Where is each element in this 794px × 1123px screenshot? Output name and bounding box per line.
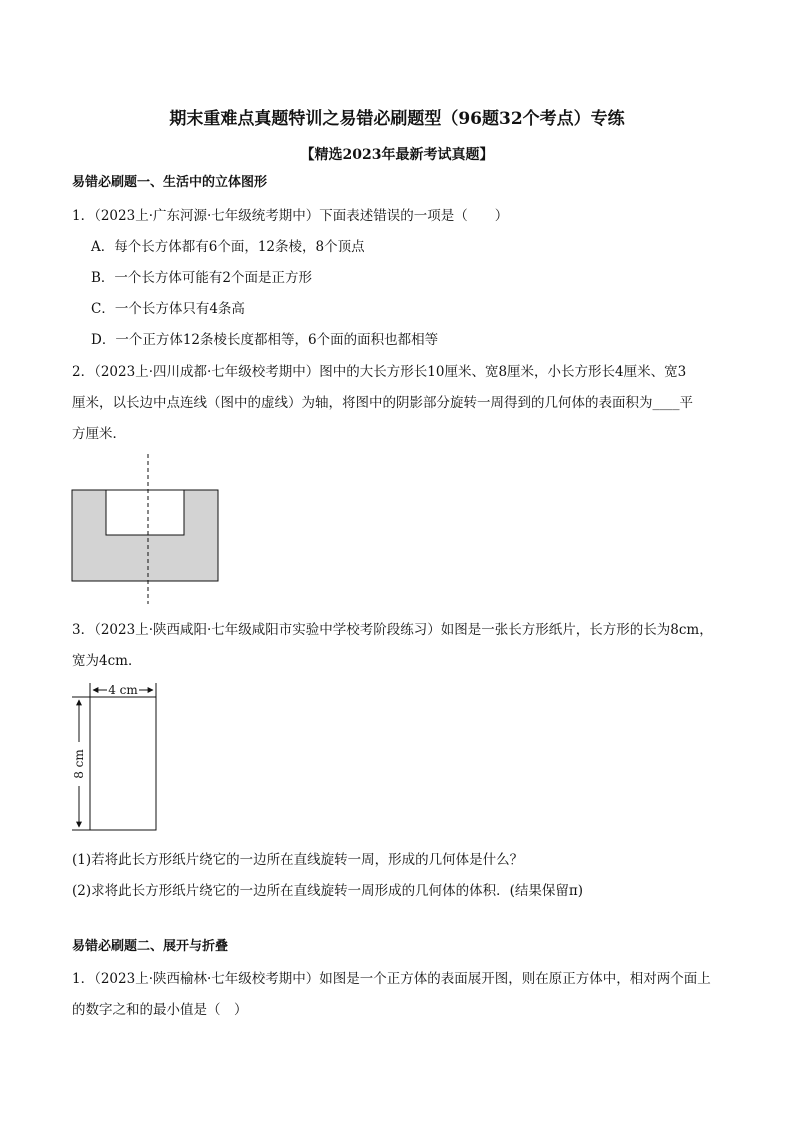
small-rectangle-cutout — [106, 490, 184, 535]
height-label: 8 cm — [72, 749, 86, 779]
section-2-question-1-line-1: 1．（2023上·陕西榆林·七年级校考期中）如图是一个正方体的表面展开图，则在原正方体中，相对两个面上 — [72, 971, 711, 987]
question-1-option-b: B．一个长方体可能有2个面是正方形 — [91, 270, 313, 286]
page-subtitle: 【精选2023年最新考试真题】 — [300, 147, 494, 163]
paper-rectangle-figure — [64, 678, 174, 838]
question-3-line-1: 3．（2023上·陕西咸阳·七年级咸阳市实验中学校考阶段练习）如图是一张长方形纸片，长方形的长为8cm， — [72, 622, 713, 638]
question-3-line-2: 宽为4cm． — [72, 653, 142, 669]
section-heading-1: 易错必刷题一、生活中的立体图形 — [72, 175, 268, 190]
page-title: 期末重难点真题特训之易错必刷题型（96题32个考点）专练 — [169, 109, 625, 129]
section-2-question-1-line-2: 的数字之和的最小值是（ ） — [72, 1002, 248, 1018]
question-1-option-a: A．每个长方体都有6个面，12条棱，8个顶点 — [91, 239, 365, 255]
width-label: 4 cm — [108, 683, 138, 697]
shaded-rectangle-figure — [60, 450, 240, 610]
question-2-line-3: 方厘米． — [72, 426, 126, 442]
question-2-line-2: 厘米，以长边中点连线（图中的虚线）为轴，将图中的阴影部分旋转一周得到的几何体的表面积为____平 — [72, 395, 693, 411]
question-3-part-2: (2)求将此长方形纸片绕它的一边所在直线旋转一周形成的几何体的体积．(结果保留π) — [72, 883, 584, 899]
question-3-part-1: (1)若将此长方形纸片绕它的一边所在直线旋转一周，形成的几何体是什么？ — [72, 852, 524, 868]
paper-rectangle — [90, 697, 156, 830]
section-heading-2: 易错必刷题二、展开与折叠 — [72, 939, 229, 954]
question-2-line-1: 2．（2023上·四川成都·七年级校考期中）图中的大长方形长10厘米、宽8厘米，小长方形长4厘米、宽3 — [72, 364, 687, 380]
question-1-option-c: C．一个长方体只有4条高 — [91, 301, 245, 317]
question-1-option-d: D．一个正方体12条棱长度都相等，6个面的面积也都相等 — [91, 332, 439, 348]
question-1-stem: 1．（2023上·广东河源·七年级统考期中）下面表述错误的一项是（ ） — [72, 208, 509, 224]
